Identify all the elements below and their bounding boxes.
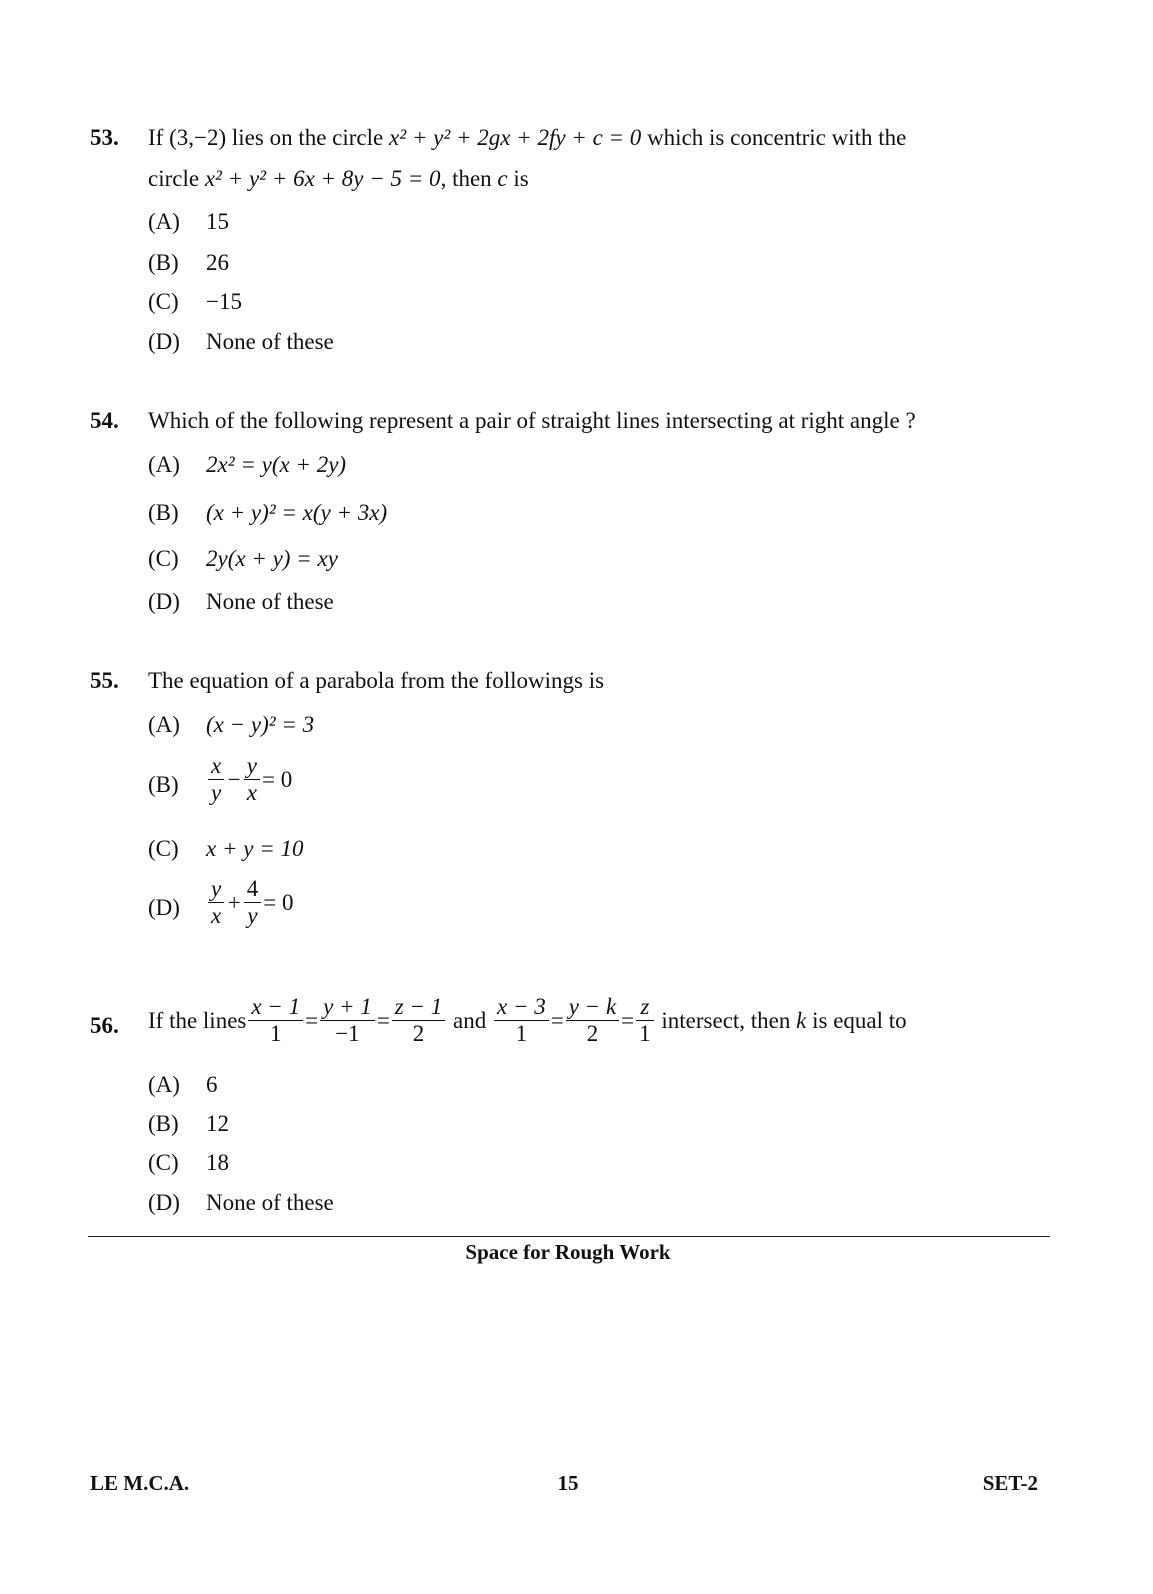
- option-value: 15: [206, 209, 229, 234]
- option-label: (D): [148, 329, 180, 354]
- option-label: (B): [148, 250, 179, 275]
- option-label: (C): [148, 546, 179, 571]
- divider: [88, 1236, 1050, 1237]
- option-label: (C): [148, 289, 179, 314]
- option-value: None of these: [206, 589, 334, 614]
- option-value: (x + y)² = x(y + 3x): [206, 500, 388, 525]
- footer-right: SET-2: [982, 1471, 1038, 1495]
- fraction: $\frac{y + 1}{-1}$: [320, 994, 375, 1047]
- option-value: 12: [206, 1111, 229, 1136]
- option-label: (D): [148, 895, 180, 920]
- question-text: If the lines $\frac{x - 1}{1}$ = $\frac{y + 1}{-1}$ = $\frac{z - 1}{2}$ and $\frac{x - 3}{1}$ = $\frac{y - k}{2}$ = $\frac{z}{1}$ intersect, then k is equal to: [148, 994, 907, 1046]
- option-label: (C): [148, 1150, 179, 1175]
- option-value: None of these: [206, 329, 334, 354]
- page-number: 15: [557, 1471, 579, 1495]
- option-label: (A): [148, 209, 180, 234]
- fraction: $\frac{y}{x}$: [244, 753, 260, 806]
- option-label: (A): [148, 452, 180, 477]
- option-label: (A): [148, 712, 180, 737]
- question-text-line2: circle x² + y² + 6x + 8y − 5 = 0, then c is: [148, 166, 529, 191]
- fraction: $\frac{x - 3}{1}$: [494, 994, 549, 1047]
- fraction: $\frac{4}{y}$: [244, 876, 262, 929]
- option-label: (B): [148, 500, 179, 525]
- question-text: The equation of a parabola from the followings is: [148, 668, 605, 693]
- option-label: (B): [148, 1111, 179, 1136]
- fraction: $\frac{x}{y}$: [208, 753, 224, 806]
- fraction: $\frac{y}{x}$: [208, 876, 224, 929]
- question-number: 53.: [90, 125, 119, 150]
- option-value: (x − y)² = 3: [206, 712, 315, 737]
- question-number: 55.: [90, 668, 119, 693]
- option-label: (A): [148, 1072, 180, 1097]
- fraction: $\frac{z - 1}{2}$: [392, 994, 445, 1047]
- rough-work-label: Space for Rough Work: [465, 1240, 671, 1264]
- option-value: 26: [206, 250, 229, 275]
- option-value: $\frac{x}{y}$ − $\frac{y}{x}$ = 0: [206, 755, 292, 808]
- fraction: $\frac{x - 1}{1}$: [248, 994, 303, 1047]
- option-label: (D): [148, 589, 180, 614]
- option-value: 18: [206, 1150, 229, 1175]
- question-number: 54.: [90, 408, 119, 433]
- option-value: 6: [206, 1072, 218, 1097]
- option-label: (D): [148, 1190, 180, 1215]
- option-label: (C): [148, 836, 179, 861]
- question-text-line1: If (3,−2) lies on the circle x² + y² + 2gx + 2fy + c = 0 which is concentric with the: [148, 125, 907, 150]
- footer-left: LE M.C.A.: [90, 1471, 190, 1495]
- option-value: None of these: [206, 1190, 334, 1215]
- option-label: (B): [148, 772, 179, 797]
- option-value: −15: [206, 289, 242, 314]
- option-value: 2x² = y(x + 2y): [206, 452, 347, 477]
- equation: x² + y² + 6x + 8y − 5 = 0: [204, 166, 441, 191]
- option-value: 2y(x + y) = xy: [206, 546, 338, 571]
- option-value: x + y = 10: [206, 836, 304, 861]
- fraction: $\frac{y - k}{2}$: [566, 994, 619, 1047]
- equation: x² + y² + 2gx + 2fy + c = 0: [388, 125, 642, 150]
- question-number: 56.: [90, 1013, 119, 1038]
- fraction: $\frac{z}{1}$: [636, 994, 654, 1047]
- question-text: Which of the following represent a pair of straight lines intersecting at right angle ?: [148, 408, 916, 433]
- option-value: $\frac{y}{x}$ + $\frac{4}{y}$ = 0: [206, 878, 293, 931]
